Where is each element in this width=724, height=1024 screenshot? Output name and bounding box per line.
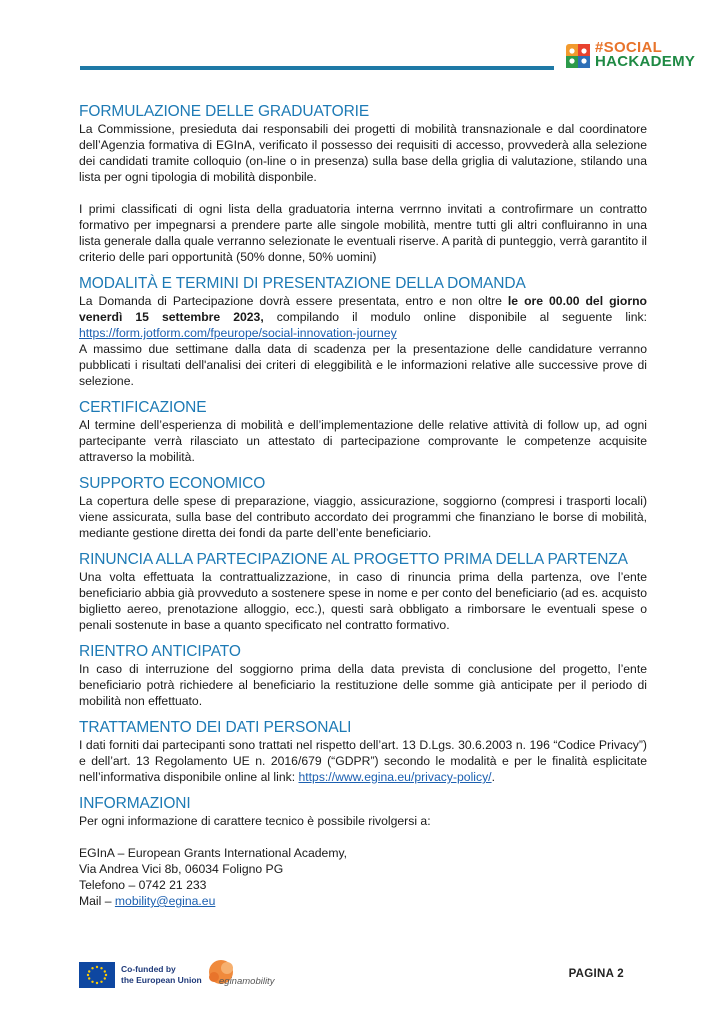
paragraph: Per ogni informazione di carattere tecnico è possibile rivolgersi a: [79, 814, 431, 828]
section-title: RINUNCIA ALLA PARTECIPAZIONE AL PROGETTO PRIMA DELLA PARTENZA [79, 551, 628, 568]
paragraph: La Commissione, presieduta dai responsabili dei progetti di mobilità transnazionale e dal coordinatore dell’Agenzia formativa di EGInA, verificato il possesso dei requisiti di accesso, provvederà alla selezione dei candidati tramite colloquio (on-line o in presenza) sulla base della griglia di valutazione, stilando una lista per ogni tipologia di mobilità disponbile. [79, 122, 647, 184]
eu-flag-icon [79, 962, 115, 988]
section-title: INFORMAZIONI [79, 795, 191, 812]
paragraph: A massimo due settimane dalla data di scadenza per la presentazione delle candidature verranno pubblicati i risultati dell'analisi dei criteri di eleggibilità e le informazioni relative alle successive prove di selezione. [79, 342, 647, 388]
section-title: RIENTRO ANTICIPATO [79, 643, 241, 660]
contact-org: EGInA – European Grants International Academy, [79, 846, 348, 860]
paragraph: I primi classificati di ogni lista della graduatoria interna verrnno invitati a controfirmare un contratto formativo per impegnarsi a prendere parte alle singole mobilità, mentre tutti gli altri confluiranno in una lista generale dalla quale verranno selezionate le eventuali riserve. A parità di punteggio, verrà garantito il criterio delle pari opportunità (50% donne, 50% uomini) [79, 202, 647, 264]
footer-logos [79, 962, 309, 998]
section-title: SUPPORTO ECONOMICO [79, 475, 266, 492]
header-rule [80, 66, 554, 70]
paragraph: In caso di interruzione del soggiorno prima della data prevista di conclusione del progetto, l’ente beneficiario potrà richiedere al beneficiario la restituzione delle somme già anticipate per il periodo di mobilità non effettuato. [79, 662, 647, 708]
egina-mobility-logo [203, 958, 283, 992]
section-title: MODALITÀ E TERMINI DI PRESENTAZIONE DELLA DOMANDA [79, 275, 526, 292]
privacy-policy-link[interactable]: https://www.egina.eu/privacy-policy/ [298, 770, 492, 784]
application-form-link[interactable]: https://form.jotform.com/fpeurope/social-innovation-journey [79, 326, 397, 340]
section-domanda [79, 274, 647, 389]
section-supporto [79, 474, 647, 541]
mail-link[interactable]: mobility@egina.eu [114, 894, 216, 908]
section-certificazione [79, 398, 647, 465]
paragraph: La Domanda di Partecipazione dovrà essere presentata, entro e non oltre le ore 00.00 del giorno venerdì 15 settembre 2023, compilando il modulo online disponibile al seguente link: https://form.jotform.com/fpeurope/social-innovation-journey [79, 294, 647, 340]
people-group-icon [566, 44, 590, 68]
contact-address: Via Andrea Vici 8b, 06034 Foligno PG [79, 862, 284, 876]
logo-line-social: #SOCIAL [595, 39, 663, 56]
social-hackademy-logo [566, 39, 696, 72]
section-rinuncia [79, 550, 647, 633]
paragraph: La copertura delle spese di preparazione, viaggio, assicurazione, soggiorno (compresi i trasporti locali) viene assicurata, sulla base del contributo accordato dei programmi che finanziano le borse di mobilità, mediante gestione diretta dei fondi da parte dell’ente beneficiario. [79, 494, 647, 540]
logo-line-hackademy: HACKADEMY [595, 53, 696, 70]
contact-phone: Telefono – 0742 21 233 [79, 878, 207, 892]
paragraph: Una volta effettuata la contrattualizzazione, in caso di rinuncia prima della partenza, ove l’ente beneficiario abbia già provveduto a sostenere spese in nome e per conto del beneficiario (ad es. acquisto biglietto aereo, prenotazione alloggio, ecc.), questi sarà obbligato a rimborsare le eventuali spese o penali sostenute in base a quanto specificato nel contratto formativo. [79, 570, 647, 632]
page-content [79, 102, 647, 918]
paragraph: I dati forniti dai partecipanti sono trattati nel rispetto dell’art. 13 D.Lgs. 30.6.2003 n. 196 “Codice Privacy”) e dell’art. 13 Regolamento UE n. 2016/679 (“GDPR”) secondo le modalità e per le finalità esplicitate nell’informativa disponibile online al link: https://www.egina.eu/privacy-policy/. [79, 738, 647, 784]
section-title: CERTIFICAZIONE [79, 399, 207, 416]
page-number: PAGINA 2 [568, 968, 624, 980]
section-rientro [79, 642, 647, 709]
section-graduatorie [79, 102, 647, 265]
section-dati [79, 718, 647, 785]
deadline-text: le ore 00.00 del giorno venerdì 15 settembre 2023, [79, 294, 647, 324]
section-title: FORMULAZIONE DELLE GRADUATORIE [79, 103, 370, 120]
egina-mobility-text: eginamobility [219, 976, 275, 987]
section-title: TRATTAMENTO DEI DATI PERSONALI [79, 719, 352, 736]
section-informazioni [79, 794, 647, 909]
paragraph: Al termine dell’esperienza di mobilità e dell’implementazione delle relative attività di follow up, ad ogni partecipante verrà rilasciato un attestato di partecipazione comprovante le competenze acquisite attraverso la mobilità. [79, 418, 647, 464]
contact-mail: Mail – mobility@egina.eu [79, 894, 216, 908]
eu-cofunded-text: Co-funded by the European Union [121, 964, 202, 985]
